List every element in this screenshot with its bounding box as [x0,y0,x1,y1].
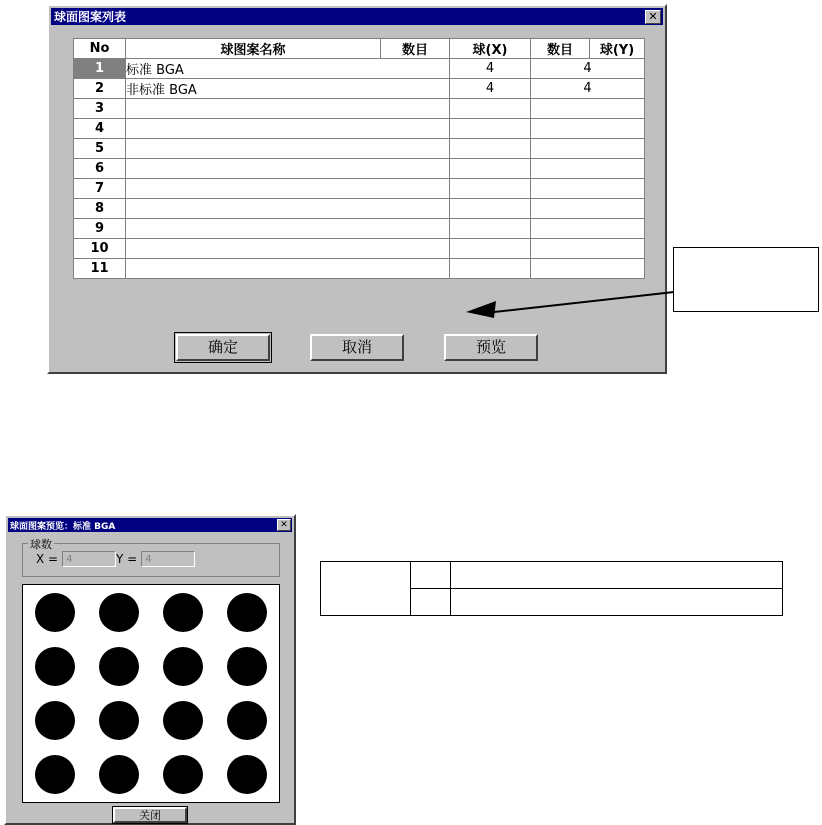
ball-icon [99,755,139,794]
pattern-table [73,38,645,279]
annotation-cell [321,562,411,616]
ball-icon [227,701,267,740]
row-ball-x-cell[interactable] [450,99,531,119]
row-ball-x-cell[interactable] [450,139,531,159]
row-number-cell[interactable]: 10 [74,239,126,259]
preview-titlebar [8,518,292,532]
ball-icon [163,701,203,740]
table-header-row [74,39,645,59]
annotation-cell [411,589,451,616]
row-ball-y-cell[interactable] [531,119,645,139]
annotation-cell [451,562,783,589]
ball-icon [227,755,267,794]
ball-icon [227,593,267,632]
row-ball-x-cell[interactable] [450,239,531,259]
row-number-cell[interactable]: 3 [74,99,126,119]
ball-icon [35,701,75,740]
callout-arrow-icon [466,290,676,318]
row-name-cell[interactable] [126,259,450,279]
ball-icon [35,593,75,632]
row-ball-x-cell[interactable] [450,119,531,139]
row-ball-y-cell[interactable] [531,199,645,219]
close-button[interactable] [645,10,661,24]
row-name-cell[interactable] [126,219,450,239]
table-row[interactable] [74,119,645,139]
ok-button[interactable]: 确定 [176,334,270,361]
ball-pattern-list-window [47,4,667,374]
table-row[interactable] [74,59,645,79]
table-row[interactable] [74,179,645,199]
row-ball-x-cell[interactable]: 4 [450,79,531,99]
table-row[interactable] [74,139,645,159]
y-field [116,551,195,567]
row-name-cell[interactable] [126,199,450,219]
column-header-name: 球图案名称 [126,39,381,59]
row-ball-y-cell[interactable] [531,99,645,119]
row-ball-y-cell[interactable] [531,259,645,279]
row-ball-y-cell[interactable] [531,239,645,259]
row-number-cell[interactable]: 11 [74,259,126,279]
ball-icon [163,593,203,632]
cancel-button[interactable]: 取消 [310,334,404,361]
row-ball-x-cell[interactable] [450,179,531,199]
dialog-button-row [49,334,665,361]
row-ball-x-cell[interactable] [450,199,531,219]
row-name-cell[interactable] [126,139,450,159]
column-header-count-x: 数目 [381,39,450,59]
row-name-cell[interactable] [126,159,450,179]
row-name-cell[interactable] [126,119,450,139]
ball-icon [35,755,75,794]
table-row[interactable] [74,199,645,219]
row-name-cell[interactable]: 标准 BGA [126,59,450,79]
row-ball-y-cell[interactable]: 4 [531,59,645,79]
ball-icon [35,647,75,686]
close-button[interactable]: 关闭 [113,807,187,823]
column-header-ball-y: 球(Y) [590,39,645,59]
row-number-cell[interactable]: 9 [74,219,126,239]
table-row[interactable] [74,79,645,99]
close-icon: ✕ [648,9,658,23]
callout-box [673,247,819,312]
annotation-cell [411,562,451,589]
row-number-cell[interactable]: 1 [74,59,126,79]
annotation-table-body [321,562,783,616]
table-row[interactable] [74,99,645,119]
ball-icon [227,647,267,686]
row-number-cell[interactable]: 7 [74,179,126,199]
row-ball-y-cell[interactable] [531,139,645,159]
table-row[interactable] [74,239,645,259]
ball-icon [99,593,139,632]
row-number-cell[interactable]: 2 [74,79,126,99]
table-row[interactable] [74,159,645,179]
row-number-cell[interactable]: 4 [74,119,126,139]
ball-icon [163,647,203,686]
titlebar [51,8,663,25]
x-label: X = [36,552,59,566]
row-ball-y-cell[interactable] [531,179,645,199]
row-ball-y-cell[interactable] [531,159,645,179]
ball-icon [163,755,203,794]
y-label: Y = [116,552,138,566]
annotation-table [320,561,783,616]
row-ball-y-cell[interactable] [531,219,645,239]
row-name-cell[interactable]: 非标准 BGA [126,79,450,99]
table-row[interactable] [74,219,645,239]
row-name-cell[interactable] [126,239,450,259]
annotation-cell [451,589,783,616]
y-value-input[interactable]: 4 [141,551,195,567]
x-field [36,551,116,567]
row-name-cell[interactable] [126,179,450,199]
preview-button-row [6,807,294,823]
table-row[interactable] [74,259,645,279]
row-number-cell[interactable]: 6 [74,159,126,179]
x-value-input[interactable]: 4 [62,551,116,567]
ball-pattern-preview-window [4,514,296,825]
row-ball-x-cell[interactable] [450,159,531,179]
ball-icon [99,647,139,686]
column-header-ball-x: 球(X) [450,39,531,59]
preview-close-button[interactable] [277,519,291,531]
close-icon: ✕ [280,520,288,530]
preview-button[interactable]: 预览 [444,334,538,361]
row-number-cell[interactable]: 5 [74,139,126,159]
row-ball-x-cell[interactable]: 4 [450,59,531,79]
ball-icon [99,701,139,740]
row-number-cell[interactable]: 8 [74,199,126,219]
preview-window-title: 球面图案预览：标准 BGA [10,521,116,532]
row-ball-y-cell[interactable]: 4 [531,79,645,99]
row-ball-x-cell[interactable] [450,219,531,239]
annotation-row [321,562,783,589]
column-header-count-y: 数目 [531,39,590,59]
ball-grid-preview [22,584,280,803]
window-title: 球面图案列表 [54,10,127,24]
row-ball-x-cell[interactable] [450,259,531,279]
table-body [74,59,645,279]
column-header-no: No [74,39,126,59]
ball-count-legend: 球数 [30,538,52,551]
row-name-cell[interactable] [126,99,450,119]
